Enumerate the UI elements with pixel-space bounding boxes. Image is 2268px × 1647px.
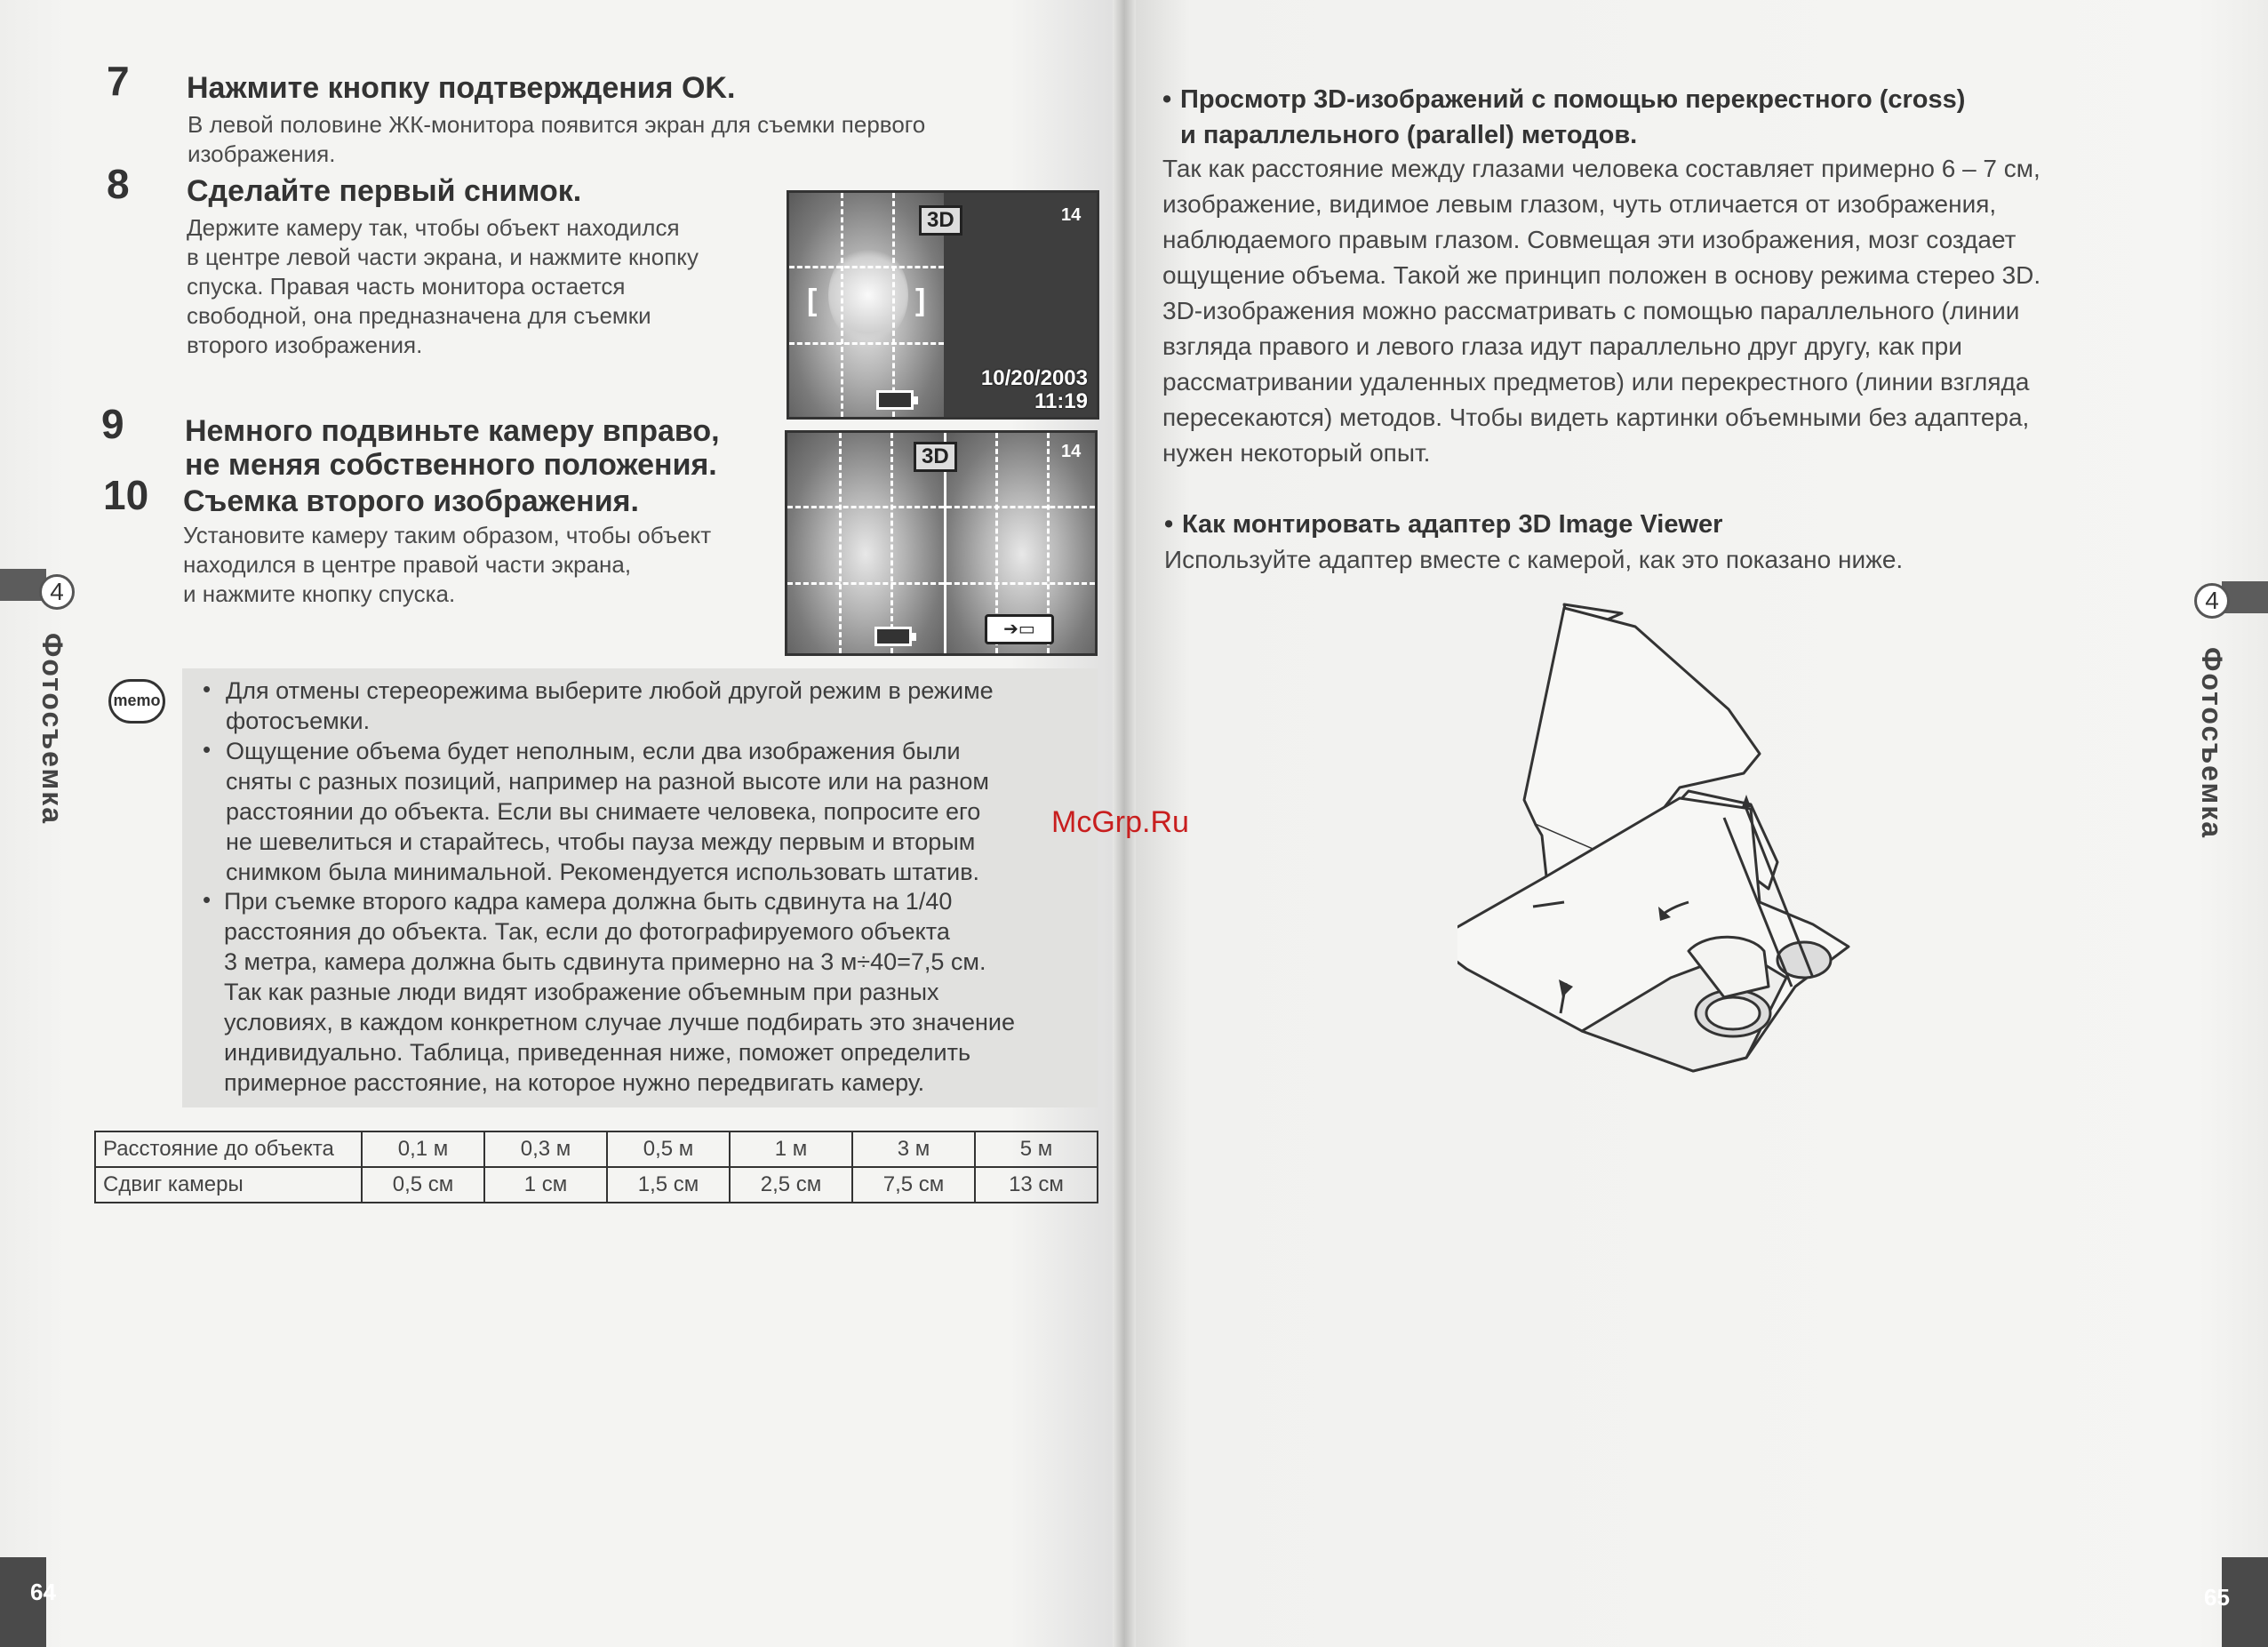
table-row xyxy=(95,1131,1098,1167)
table-cell: 5 м xyxy=(975,1131,1098,1167)
table-cell: 0,3 м xyxy=(484,1131,607,1167)
table-cell: 1,5 см xyxy=(607,1167,730,1203)
table-cell: 2,5 см xyxy=(730,1167,852,1203)
memo-bullet: • xyxy=(203,736,212,763)
grid-line xyxy=(890,433,893,653)
section-title-mount-adapter: Как монтировать адаптер 3D Image Viewer xyxy=(1182,510,1723,539)
memo-icon: memo xyxy=(108,679,165,724)
step-8-number: 8 xyxy=(107,161,130,207)
grid-line xyxy=(789,342,944,345)
focus-bracket-left: [ xyxy=(807,284,818,317)
section-body-mount-adapter: Используйте адаптер вместе с камерой, как это показано ниже. xyxy=(1164,546,1904,573)
step-9-title: Немного подвиньте камеру вправо, не меняя собственного положения. xyxy=(185,414,720,482)
step-8-title: Сделайте первый снимок. xyxy=(187,174,582,208)
grid-line xyxy=(787,582,1095,585)
chapter-number-right: 4 xyxy=(2194,583,2230,619)
section-body-viewing-methods: Так как расстояние между глазами человека составляет примерно 6 – 7 см, изображение, видимое левым глазом, чуть отличается от изображения, наблюдаемого правым глазом. Совмещая эти изображения, мозг создает ощущение объема. Такой же принцип положен в основу режима стерео 3D. 3D-изображения можно рассматривать с помощью параллельного (линии взгляда правого и левого глаза идут параллельно друг другу, как при рассматривании удаленных предметов) или перекрестного (линии взгляда пересекаются) методов. Чтобы видеть картинки объемными без адаптера, нужен некоторый опыт. xyxy=(1162,155,2041,467)
grid-line xyxy=(839,433,842,653)
table-row-label: Расстояние до объекта xyxy=(95,1131,362,1167)
3d-viewer-adapter-illustration xyxy=(1457,596,1866,1075)
memo-item-3: При съемке второго кадра камера должна быть сдвинута на 1/40 расстояния до объекта. Так, если до фотографируемого объекта 3 метра, камера должна быть сдвинута примерно на 3 м÷40=7,5 см. Так как разные люди видят изображение объемным при разных условиях, в каждом конкретном случае лучше подбирать это значение индивидуально. Таблица, приведенная ниже, поможет определить примерное расстояние, на которое нужно передвигать камеру. xyxy=(224,888,1015,1096)
step-10-title: Съемка второго изображения. xyxy=(183,484,639,518)
3d-mode-badge: 3D xyxy=(919,205,962,236)
step-10-body: Установите камеру таким образом, чтобы объект находился в центре правой части экрана, и нажмите кнопку спуска. xyxy=(183,522,712,607)
distance-shift-table xyxy=(94,1131,1098,1203)
lcd-screen-first-shot xyxy=(787,190,1099,420)
table-cell: 0,5 м xyxy=(607,1131,730,1167)
section-title-viewing-methods: Просмотр 3D-изображений с помощью перекрестного (cross) и параллельного (parallel) методов. xyxy=(1180,85,1966,149)
table-cell: 0,5 см xyxy=(362,1167,484,1203)
table-cell: 7,5 см xyxy=(852,1167,975,1203)
shots-remaining: 14 xyxy=(1061,205,1082,225)
watermark: McGrp.Ru xyxy=(1051,805,1189,839)
grid-line xyxy=(841,193,843,417)
battery-icon xyxy=(876,390,914,410)
focus-bracket-right: ] xyxy=(915,284,926,317)
step-7-body: В левой половине ЖК-монитора появится экран для съемки первого изображения. xyxy=(188,111,926,167)
table-cell: 1 см xyxy=(484,1167,607,1203)
grid-line xyxy=(789,266,944,268)
section-bullet: • xyxy=(1164,510,1174,539)
3d-mode-badge: 3D xyxy=(914,442,957,472)
camera-shift-icon: ➔▭ xyxy=(985,614,1054,644)
table-cell: 1 м xyxy=(730,1131,852,1167)
step-7-title: Нажмите кнопку подтверждения OK. xyxy=(187,71,736,105)
grid-line xyxy=(892,193,895,417)
section-bullet: • xyxy=(1162,85,1172,114)
table-cell: 0,1 м xyxy=(362,1131,484,1167)
memo-item-2: Ощущение объема будет неполным, если два изображения были сняты с разных позиций, например на разной высоте или на разном расстоянии до объекта. Если вы снимаете человека, попросите его не шевелиться и старайтесь, чтобы пауза между первым и вторым снимком была минимальной. Рекомендуется использовать штатив. xyxy=(226,738,989,885)
battery-icon xyxy=(874,627,912,646)
table-row-label: Сдвиг камеры xyxy=(95,1167,362,1203)
step-8-body: Держите камеру так, чтобы объект находился в центре левой части экрана, и нажмите кнопку спуска. Правая часть монитора остается свободной, она предназначена для съемки второго изображения. xyxy=(187,214,699,358)
chapter-title-left: Фотосъемка xyxy=(36,633,68,825)
table-row xyxy=(95,1167,1098,1203)
chapter-title-right: Фотосъемка xyxy=(2196,647,2228,839)
step-9-number: 9 xyxy=(101,401,124,447)
memo-bullet: • xyxy=(203,676,212,702)
shots-remaining: 14 xyxy=(1061,442,1082,461)
table-cell: 3 м xyxy=(852,1131,975,1167)
page-number-left: 64 xyxy=(30,1579,56,1605)
lcd-screen-second-shot xyxy=(785,430,1098,656)
step-10-number: 10 xyxy=(103,472,149,518)
table-cell: 13 см xyxy=(975,1167,1098,1203)
grid-line xyxy=(787,506,1095,508)
chapter-number-left: 4 xyxy=(39,574,75,610)
lcd-date-time: 10/20/2003 11:19 xyxy=(980,366,1088,413)
step-7-number: 7 xyxy=(107,58,130,104)
memo-bullet: • xyxy=(203,886,212,913)
page-number-right: 65 xyxy=(2204,1584,2230,1611)
memo-item-1: Для отмены стереорежима выберите любой другой режим в режиме фотосъемки. xyxy=(226,677,994,734)
